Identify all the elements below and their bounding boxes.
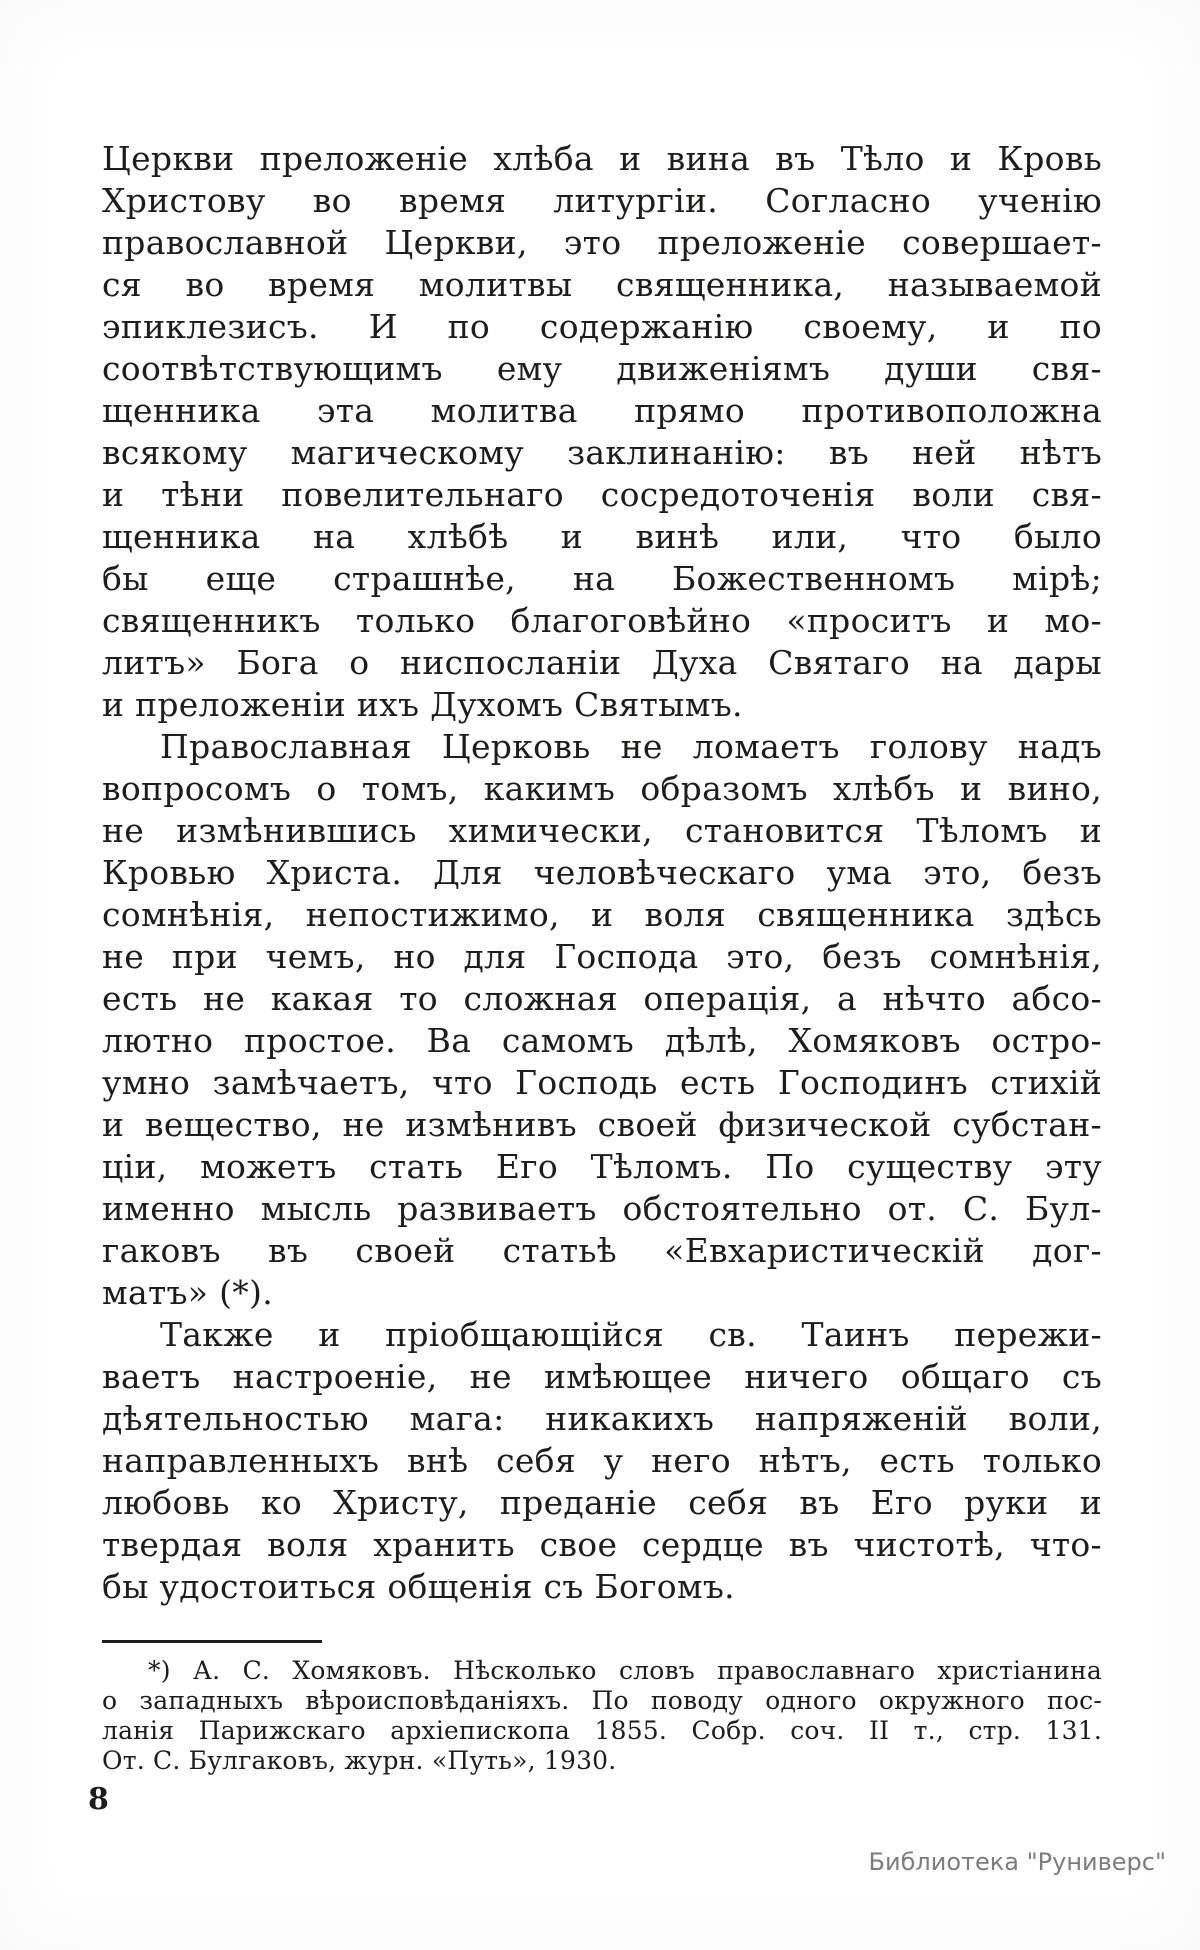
page-body-text — [102, 138, 1102, 1608]
text-line: Кровью Христа. Для человѣческаго ума это, безъ — [102, 853, 1102, 892]
text-line: священникъ только благоговѣйно «проситъ и мо- — [102, 601, 1102, 640]
text-line: щенника эта молитва прямо противоположна — [102, 391, 1102, 430]
text-line: ваетъ настроеніе, не имѣющее ничего общаго съ — [102, 1357, 1102, 1396]
footnote-line: *) А. С. Хомяковъ. Нѣсколько словъ православнаго христіанина — [148, 1656, 1102, 1685]
footnote-line: От. С. Булгаковъ, журн. «Путь», 1930. — [102, 1746, 617, 1775]
text-line: сомнѣнія, непостижимо, и воля священника здѣсь — [102, 895, 1102, 934]
paragraph — [102, 138, 1102, 726]
paragraph — [102, 1314, 1102, 1608]
text-line: бы удостоиться общенія съ Богомъ. — [102, 1567, 735, 1606]
text-line: православной Церкви, это преложеніе совершает- — [102, 223, 1102, 262]
library-watermark: Библиотека "Руниверс" — [868, 1848, 1166, 1876]
text-line: вопросомъ о томъ, какимъ образомъ хлѣбъ и вино, — [102, 769, 1102, 808]
text-line: матъ» (*). — [102, 1273, 274, 1312]
text-line: лютно простое. Ва самомъ дѣлѣ, Хомяковъ остро- — [102, 1021, 1102, 1060]
text-line: ся во время молитвы священника, называемой — [102, 265, 1102, 304]
text-line: и вещество, не измѣнивъ своей физической субстан- — [102, 1105, 1102, 1144]
text-line: не измѣнившись химически, становится Тѣломъ и — [102, 811, 1102, 850]
text-line: Христову во время литургіи. Согласно ученію — [102, 181, 1102, 220]
text-line: не при чемъ, но для Господа это, безъ сомнѣнія, — [102, 937, 1102, 976]
footnote-line: ланія Парижскаго архіепископа 1855. Собр. соч. II т., стр. 131. — [102, 1716, 1102, 1745]
text-line: умно замѣчаетъ, что Господь есть Господинъ стихій — [102, 1063, 1102, 1102]
text-line: соотвѣтствующимъ ему движеніямъ души свя- — [102, 349, 1102, 388]
text-line: бы еще страшнѣе, на Божественномъ мірѣ; — [102, 559, 1102, 598]
text-line: Православная Церковь не ломаетъ голову надъ — [160, 727, 1102, 766]
text-line: и преложеніи ихъ Духомъ Святымъ. — [102, 685, 743, 724]
text-line: любовь ко Христу, преданіе себя въ Его руки и — [102, 1483, 1102, 1522]
text-line: щенника на хлѣбѣ и винѣ или, что было — [102, 517, 1102, 556]
text-line: твердая воля хранить свое сердце въ чистотѣ, что- — [102, 1525, 1102, 1564]
text-line: Церкви преложеніе хлѣба и вина въ Тѣло и Кровь — [102, 139, 1102, 178]
text-line: Также и пріобщающійся св. Таинъ пережи- — [160, 1315, 1102, 1354]
text-line: именно мысль развиваетъ обстоятельно от. С. Бул- — [102, 1189, 1102, 1228]
text-line: гаковъ въ своей статьѣ «Евхаристическій дог- — [102, 1231, 1102, 1270]
paragraph — [102, 726, 1102, 1314]
footnote-line: о западныхъ вѣроисповѣданіяхъ. По поводу одного окружного пос- — [102, 1686, 1102, 1715]
text-line: и тѣни повелительнаго сосредоточенія воли свя- — [102, 475, 1102, 514]
text-line: дѣятельностью мага: никакихъ напряженій воли, — [102, 1399, 1102, 1438]
text-line: направленныхъ внѣ себя у него нѣтъ, есть только — [102, 1441, 1102, 1480]
page-number: 8 — [88, 1782, 109, 1817]
text-line: литъ» Бога о ниспосланіи Духа Святаго на дары — [102, 643, 1102, 682]
text-line: ціи, можетъ стать Его Тѣломъ. По существу эту — [102, 1147, 1102, 1186]
text-line: эпиклезисъ. И по содержанію своему, и по — [102, 307, 1102, 346]
text-line: есть не какая то сложная операція, а нѣчто абсо- — [102, 979, 1102, 1018]
footnote-text — [102, 1656, 1102, 1776]
footnote-separator-rule — [102, 1640, 322, 1643]
text-line: всякому магическому заклинанію: въ ней нѣтъ — [102, 433, 1102, 472]
